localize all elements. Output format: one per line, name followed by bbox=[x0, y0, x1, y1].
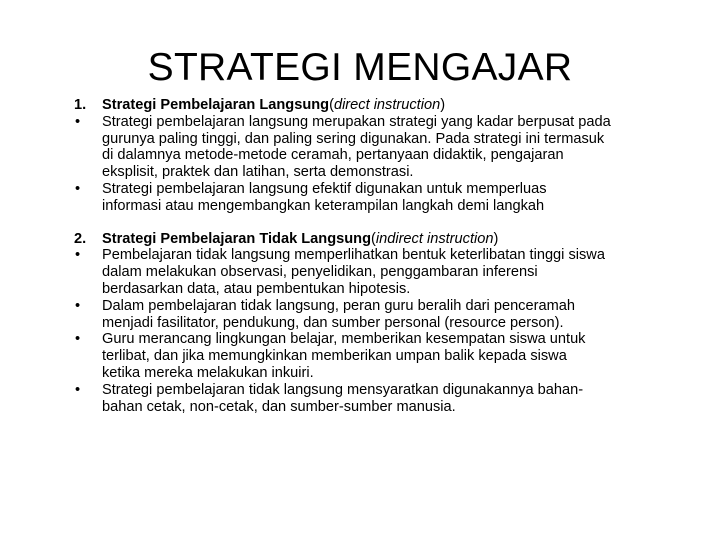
paren-open: ( bbox=[370, 230, 376, 247]
bullet-text bbox=[102, 382, 694, 416]
bullet-dot-icon: • bbox=[75, 297, 81, 314]
bullet-line: Strategi pembelajaran langsung merupakan strategi yang kadar berpusat pada bbox=[102, 113, 611, 130]
bullet-line: bahan cetak, non-cetak, dan sumber-sumber manusia. bbox=[102, 398, 456, 415]
section-heading bbox=[74, 231, 694, 248]
english-term: indirect instruction bbox=[375, 230, 494, 247]
slide-title: STRATEGI MENGAJAR bbox=[147, 46, 573, 89]
section-heading bbox=[74, 97, 694, 114]
bullet-line: Strategi pembelajaran tidak langsung mensyaratkan digunakannya bahan- bbox=[102, 381, 584, 398]
bullet-text bbox=[102, 247, 694, 297]
bullet-list bbox=[74, 114, 694, 215]
bullet-line: Pembelajaran tidak langsung memperlihatkan bentuk keterlibatan tinggi siswa bbox=[102, 247, 605, 264]
section-indirect-instruction bbox=[74, 231, 694, 416]
paren-open: ( bbox=[329, 97, 334, 113]
bullet-item bbox=[74, 247, 694, 297]
bullet-line: terlibat, dan jika memungkinkan memberikan umpan balik kepada siswa bbox=[102, 348, 567, 365]
bullet-dot-icon: • bbox=[75, 381, 81, 398]
paren-close: ) bbox=[440, 97, 446, 113]
bullet-dot-icon: • bbox=[75, 113, 81, 130]
bullet-item bbox=[74, 114, 694, 181]
section-direct-instruction bbox=[74, 97, 694, 215]
bullet-text bbox=[102, 331, 694, 381]
bullet-line: eksplisit, praktek dan latihan, serta demonstrasi. bbox=[102, 164, 414, 181]
bullet-line: informasi atau mengembangkan keterampilan langkah demi langkah bbox=[102, 197, 545, 214]
bullet-dot-icon: • bbox=[75, 180, 81, 197]
bullet-item bbox=[74, 298, 694, 332]
bullet-text bbox=[102, 298, 694, 332]
bullet-line: Strategi pembelajaran langsung efektif digunakan untuk memperluas bbox=[102, 180, 547, 197]
bullet-line: Guru merancang lingkungan belajar, memberikan kesempatan siswa untuk bbox=[102, 331, 586, 348]
bullet-item bbox=[74, 382, 694, 416]
section-title: Strategi Pembelajaran Tidak Langsung bbox=[102, 230, 371, 247]
section-number: 1. bbox=[74, 97, 87, 113]
bullet-item bbox=[74, 181, 694, 215]
bullet-dot-icon: • bbox=[75, 331, 81, 348]
bullet-text bbox=[102, 114, 694, 181]
english-term: direct instruction bbox=[333, 97, 441, 113]
bullet-line: Dalam pembelajaran tidak langsung, peran guru beralih dari penceramah bbox=[102, 297, 575, 314]
bullet-line: berdasarkan data, atau pembentukan hipotesis. bbox=[102, 280, 411, 297]
bullet-item bbox=[74, 331, 694, 381]
bullet-line: menjadi fasilitator, pendukung, dan sumber personal (resource person). bbox=[102, 314, 564, 331]
bullet-line: ketika mereka melakukan inkuiri. bbox=[102, 364, 314, 381]
bullet-line: dalam melakukan observasi, penyelidikan, penggambaran inferensi bbox=[102, 264, 538, 281]
bullet-list bbox=[74, 247, 694, 415]
bullet-line: gurunya paling tinggi, dan paling sering digunakan. Pada strategi ini termasuk bbox=[102, 130, 605, 147]
bullet-line: di dalamnya metode-metode ceramah, pertanyaan didaktik, pengajaran bbox=[102, 147, 564, 164]
slide-body bbox=[74, 97, 694, 415]
bullet-dot-icon: • bbox=[75, 247, 81, 264]
section-number: 2. bbox=[74, 230, 87, 247]
section-title: Strategi Pembelajaran Langsung bbox=[102, 97, 330, 113]
bullet-text bbox=[102, 181, 694, 215]
paren-close: ) bbox=[493, 230, 499, 247]
